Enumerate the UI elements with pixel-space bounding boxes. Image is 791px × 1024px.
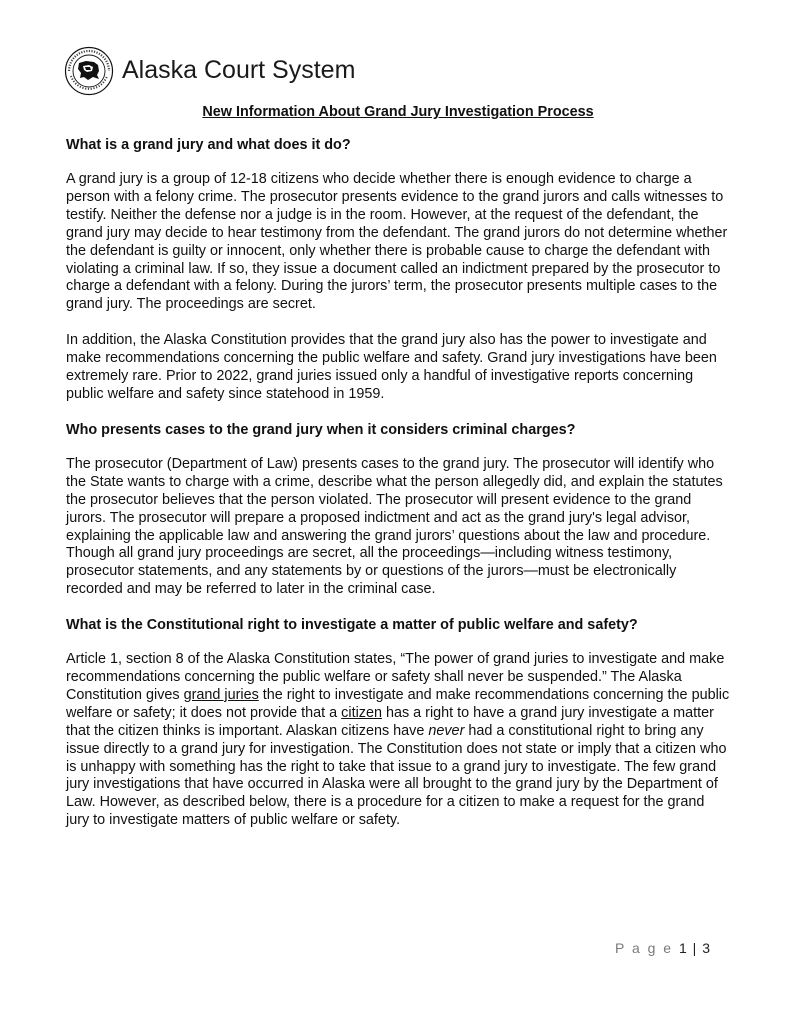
page-number: 1 bbox=[678, 940, 687, 956]
paragraph: The prosecutor (Department of Law) presents cases to the grand jury. The prosecutor will identify who the State wants to charge with a crime, describe what the person allegedly did, and explain the statutes the prosecutor believes that the person violated. The prosecutor will present evidence to the grand jurors. The prosecutor will prepare a proposed indictment and act as the grand jury's legal advisor, explaining the applicable law and answering the grand jurors’ questions about the law and procedure. Though all grand jury proceedings are secret, all the proceedings—including witness testimony, prosecutor statements, and any statements by or questions of the jurors—must be electronically recorded and may be referred to later in the criminal case. bbox=[66, 455, 723, 598]
page-total: 3 bbox=[702, 940, 710, 956]
alaska-court-system-seal-icon bbox=[64, 46, 114, 96]
underlined-grand-juries: grand juries bbox=[183, 686, 259, 703]
paragraph-text: The Alaska Constitution gives bbox=[66, 669, 682, 703]
emphasis-never: never bbox=[428, 722, 465, 739]
page-label: P a g e bbox=[614, 940, 674, 956]
paragraph: A grand jury is a group of 12-18 citizens who decide whether there is enough evidence to charge a person with a felony crime. The prosecutor presents evidence to the grand jurors and calls witnesses to testify. Neither the defense nor a judge is in the room. However, at the request of the defendant, the grand jury may decide to hear testimony from the defendant. The grand jurors do not determine whether the defendant is guilty or innocent, only whether there is probable cause to charge the defendant with violating a criminal law. If so, they issue a document called an indictment prepared by the prosecutor to charge a defendant with a felony. During the jurors’ term, the prosecutor presents multiple cases to the grand jury. The proceedings are secret. bbox=[66, 171, 728, 313]
underlined-citizen: citizen bbox=[341, 704, 382, 721]
organization-name: Alaska Court System bbox=[122, 56, 356, 84]
paragraph-text: Article 1, section 8 of the Alaska Constitution states, “The power of grand juries to investigate and make recommendations concerning the public welfare or safety shall never be suspended.” bbox=[66, 651, 725, 686]
paragraph-text: the right to investigate and make recommendations concerning the public welfare or safety; it does not provide that a bbox=[66, 686, 730, 721]
section-heading-what-is-grand-jury: What is a grand jury and what does it do? bbox=[66, 137, 351, 153]
document-title: New Information About Grand Jury Investigation Process bbox=[202, 104, 594, 120]
section-heading-constitutional-right: What is the Constitutional right to investigate a matter of public welfare and safety? bbox=[66, 617, 638, 634]
paragraph: In addition, the Alaska Constitution provides that the grand jury also has the power to investigate and make recommendations concerning the public welfare and safety. Grand jury investigations have been extremely rare. Prior to 2022, grand juries issued only a handful of investigative reports concerning public welfare and safety since statehood in 1959. bbox=[66, 332, 717, 402]
section-heading-who-presents-cases: Who presents cases to the grand jury when it considers criminal charges? bbox=[66, 421, 576, 438]
document-header bbox=[64, 46, 464, 96]
document-body bbox=[66, 104, 730, 848]
paragraph-text: has a right to have a grand jury investigate a matter that the citizen thinks is important. Alaskan citizens have bbox=[66, 704, 714, 739]
paragraph-constitutional-right bbox=[66, 651, 730, 830]
page-footer bbox=[615, 940, 710, 956]
page-separator: | bbox=[692, 940, 697, 956]
paragraph-text: had a constitutional right to bring any issue directly to a grand jury for investigation. The Constitution does not state or imply that a citizen who is unhappy with something has the right to take that issue to a grand jury to investigate. The few grand jury investigations that have occurred in Alaska were all brought to the grand jury by the Department of Law. However, as described below, there is a procedure for a citizen to make a request for the grand jury to investigate matters of public welfare or safety. bbox=[66, 722, 727, 829]
